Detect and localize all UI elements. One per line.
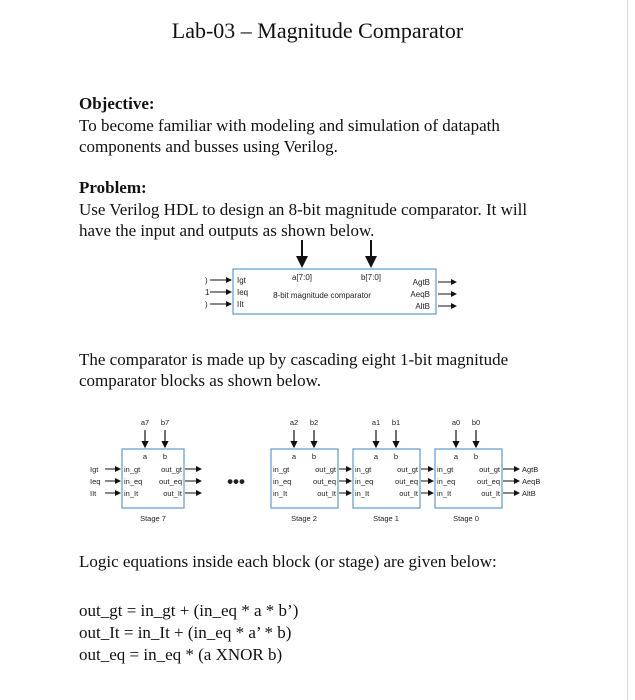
stage2-out-eq: out_eq: [313, 477, 336, 486]
stage1-in-gt: in_gt: [355, 465, 372, 474]
stage2-a-label: a2: [289, 418, 299, 427]
stage1-b-label: b1: [391, 418, 401, 427]
comparator-diagram: [0, 238, 635, 318]
stage0-a-label: a0: [451, 418, 461, 427]
a-bus-label: a[7:0]: [291, 273, 313, 282]
stage2-in-gt: in_gt: [273, 465, 290, 474]
stage2-b-label: b2: [309, 418, 319, 427]
stage1-in-eq: in_eq: [355, 477, 374, 486]
aeqb-label: AeqB: [410, 290, 430, 299]
equation-out-eq: out_eq = in_eq * (a XNOR b): [79, 645, 283, 664]
stage2-port-b: b: [311, 452, 317, 461]
stage0-in-gt: in_gt: [437, 465, 454, 474]
stage7-name: Stage 7: [140, 514, 166, 523]
stage0-out-lt: out_It: [481, 489, 500, 498]
problem-text: [79, 199, 599, 241]
page-border: [627, 0, 628, 700]
objective-line: To become familiar with modeling and simulation of datapath: [79, 116, 500, 135]
cascade-aeqb-label: AeqB: [522, 477, 541, 486]
stage7-port-b: b: [162, 452, 168, 461]
stage1-out-lt: out_It: [399, 489, 418, 498]
ilt-label: IIt: [237, 300, 244, 309]
stage1-in-lt: in_It: [355, 489, 370, 498]
stage1-out-eq: out_eq: [395, 477, 418, 486]
equation-out-lt: out_It = in_It + (in_eq * a’ * b): [79, 623, 292, 642]
ellipsis: •••: [227, 472, 245, 491]
stage2-port-a: a: [291, 452, 297, 461]
objective-line: components and busses using Verilog.: [79, 137, 338, 156]
stage0-port-a: a: [453, 452, 459, 461]
stage0-out-eq: out_eq: [477, 477, 500, 486]
input-marker: ): [205, 300, 208, 309]
stage2-in-lt: in_It: [273, 489, 288, 498]
stage7-in-lt: in_It: [124, 489, 139, 498]
stage7-out-eq: out_eq: [159, 477, 182, 486]
stage1-out-gt: out_gt: [397, 465, 418, 474]
problem-heading: Problem:: [79, 178, 147, 197]
stage1-name: Stage 1: [373, 514, 399, 523]
altb-label: AltB: [415, 302, 430, 311]
problem-line: Use Verilog HDL to design an 8-bit magnitude comparator. It will: [79, 200, 528, 219]
stage7-a-label: a7: [140, 418, 150, 427]
agtb-label: AgtB: [412, 278, 430, 287]
stage7-out-gt: out_gt: [161, 465, 182, 474]
stage0-in-eq: in_eq: [437, 477, 456, 486]
cascade-agtb-label: AgtB: [522, 465, 539, 474]
cascade-text: [79, 349, 599, 391]
stage1-port-a: a: [373, 452, 379, 461]
stage2-in-eq: in_eq: [273, 477, 292, 486]
objective-text: [79, 115, 599, 157]
stage7-port-a: a: [142, 452, 148, 461]
stage0-name: Stage 0: [453, 514, 479, 523]
stage2-out-gt: out_gt: [315, 465, 336, 474]
stage7-in-gt: in_gt: [124, 465, 141, 474]
cascade-igt-label: Igt: [90, 465, 99, 474]
problem-line: have the input and outputs as shown below.: [79, 221, 375, 240]
stage0-b-label: b0: [471, 418, 481, 427]
stage7-b-label: b7: [160, 418, 170, 427]
cascade-ieq-label: Ieq: [90, 477, 101, 486]
input-marker: 1: [205, 288, 210, 297]
stage2-out-lt: out_It: [317, 489, 336, 498]
input-marker: ): [205, 276, 208, 285]
logic-heading: Logic equations inside each block (or stage) are given below:: [79, 552, 497, 571]
cascade-altb-label: AltB: [522, 489, 536, 498]
objective-heading: Objective:: [79, 94, 155, 113]
cascade-diagram: [0, 415, 635, 530]
equation-out-gt: out_gt = in_gt + (in_eq * a * b’): [79, 601, 299, 620]
cascade-ilt-label: IIt: [90, 489, 97, 498]
stage7-out-lt: out_It: [163, 489, 182, 498]
stage1-a-label: a1: [371, 418, 381, 427]
stage1-port-b: b: [393, 452, 399, 461]
cascade-line: The comparator is made up by cascading eight 1-bit magnitude: [79, 350, 509, 369]
stage0-in-lt: in_It: [437, 489, 452, 498]
stage0-port-b: b: [473, 452, 479, 461]
b-bus-label: b[7:0]: [360, 273, 382, 282]
comparator-label: 8-bit magnitude comparator: [273, 291, 371, 300]
stage0-out-gt: out_gt: [479, 465, 500, 474]
ieq-label: Ieq: [237, 288, 249, 297]
igt-label: Igt: [237, 276, 246, 285]
page-title: Lab-03 – Magnitude Comparator: [171, 18, 464, 43]
stage2-name: Stage 2: [291, 514, 317, 523]
stage7-in-eq: in_eq: [124, 477, 143, 486]
cascade-line: comparator blocks as shown below.: [79, 371, 322, 390]
